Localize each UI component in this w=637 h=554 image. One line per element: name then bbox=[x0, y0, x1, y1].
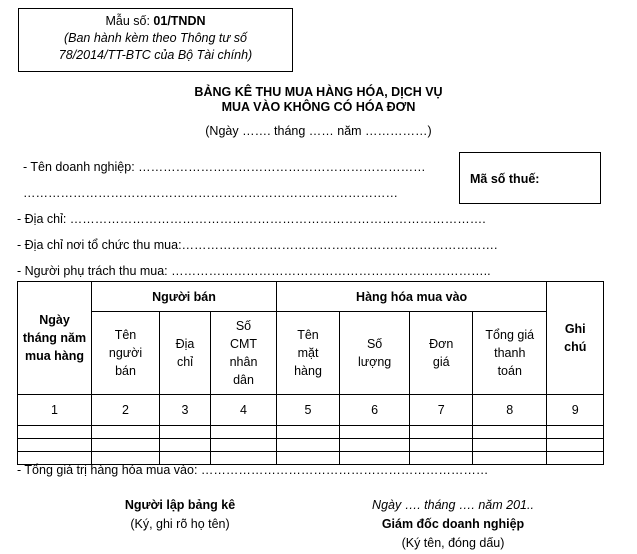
preparer-title: Người lập bảng kê bbox=[124, 498, 236, 512]
table-cell[interactable] bbox=[410, 439, 473, 452]
header-unit-price bbox=[410, 312, 473, 395]
header-seller-id-label: Số CMT nhân dân bbox=[229, 319, 258, 387]
header-goods-group: Hàng hóa mua vào bbox=[277, 282, 547, 312]
header-seller-address-label: Địa chỉ bbox=[175, 337, 195, 369]
tax-code-label: Mã số thuế: bbox=[470, 172, 540, 186]
header-total bbox=[473, 312, 547, 395]
header-seller-name bbox=[92, 312, 160, 395]
table-cell[interactable] bbox=[211, 426, 277, 439]
table-row[interactable] bbox=[18, 426, 604, 439]
director-date: Ngày …. tháng …. năm 201.. bbox=[372, 498, 534, 512]
table-cell[interactable] bbox=[92, 439, 160, 452]
header-quantity bbox=[340, 312, 410, 395]
table-cell[interactable] bbox=[340, 426, 410, 439]
table-cell[interactable] bbox=[547, 439, 604, 452]
table-cell[interactable] bbox=[473, 439, 547, 452]
table-cell[interactable] bbox=[473, 426, 547, 439]
table-cell[interactable] bbox=[340, 439, 410, 452]
header-date bbox=[18, 282, 92, 395]
header-seller-address bbox=[160, 312, 211, 395]
col-number-5: 5 bbox=[277, 395, 340, 426]
company-name-field-continued[interactable]: ……………………………………………………………………………… bbox=[23, 186, 398, 200]
col-number-8: 8 bbox=[473, 395, 547, 426]
purchase-table bbox=[17, 281, 604, 465]
header-total-label: Tổng giá thanh toán bbox=[485, 328, 535, 378]
table-cell[interactable] bbox=[211, 439, 277, 452]
header-note-label: Ghi chú bbox=[564, 322, 587, 354]
purchase-address-field[interactable]: - Địa chỉ nơi tổ chức thu mua:…………………………………………………………………. bbox=[17, 238, 498, 252]
address-field[interactable]: - Địa chỉ: ………………………………………………………………………………………. bbox=[17, 212, 486, 226]
table-cell[interactable] bbox=[547, 452, 604, 465]
form-code-value: 01/TNDN bbox=[153, 14, 206, 28]
col-number-9: 9 bbox=[547, 395, 604, 426]
document-title-line-1: BẢNG KÊ THU MUA HÀNG HÓA, DỊCH VỤ bbox=[194, 85, 443, 99]
col-number-6: 6 bbox=[340, 395, 410, 426]
header-unit-price-label: Đơn giá bbox=[429, 337, 454, 369]
issued-line-1: (Ban hành kèm theo Thông tư số bbox=[63, 31, 248, 45]
header-seller-group: Người bán bbox=[92, 282, 277, 312]
header-note bbox=[547, 282, 604, 395]
total-value-field[interactable]: - Tổng giá trị hàng hóa mua vào: …………………………………………………………… bbox=[17, 463, 489, 477]
director-title: Giám đốc doanh nghiệp bbox=[381, 517, 525, 531]
preparer-signature-block bbox=[80, 496, 280, 534]
header-goods-name bbox=[277, 312, 340, 395]
header-goods-name-label: Tên mặt hàng bbox=[294, 328, 322, 378]
person-in-charge-field[interactable]: - Người phụ trách thu mua: ………………………………………………………………….. bbox=[17, 264, 491, 278]
company-name-field[interactable]: - Tên doanh nghiệp: …………………………………………………………… bbox=[23, 160, 426, 174]
issued-line-2: 78/2014/TT-BTC của Bộ Tài chính) bbox=[58, 48, 253, 62]
document-title-line-2: MUA VÀO KHÔNG CÓ HÓA ĐƠN bbox=[221, 100, 416, 114]
table-row[interactable] bbox=[18, 439, 604, 452]
table-cell[interactable] bbox=[160, 426, 211, 439]
preparer-note: (Ký, ghi rõ họ tên) bbox=[130, 517, 230, 531]
header-date-label: Ngày tháng năm mua hàng bbox=[22, 313, 87, 363]
table-cell[interactable] bbox=[277, 426, 340, 439]
col-number-1: 1 bbox=[18, 395, 92, 426]
table-cell[interactable] bbox=[160, 439, 211, 452]
form-code bbox=[19, 13, 292, 30]
table-header-row-1 bbox=[18, 282, 604, 312]
table-header-row-2 bbox=[18, 312, 604, 395]
document-date: (Ngày ……. tháng …… năm ……………) bbox=[205, 124, 432, 138]
table-cell[interactable] bbox=[547, 426, 604, 439]
tax-code-box[interactable] bbox=[459, 152, 601, 204]
header-seller-id bbox=[211, 312, 277, 395]
director-signature-block bbox=[348, 496, 558, 553]
table-cell[interactable] bbox=[410, 426, 473, 439]
header-seller-name-label: Tên người bán bbox=[108, 328, 143, 378]
header-quantity-label: Số lượng bbox=[358, 337, 392, 369]
table-cell[interactable] bbox=[18, 426, 92, 439]
col-number-7: 7 bbox=[410, 395, 473, 426]
col-number-4: 4 bbox=[211, 395, 277, 426]
table-cell[interactable] bbox=[277, 439, 340, 452]
col-number-3: 3 bbox=[160, 395, 211, 426]
director-note: (Ký tên, đóng dấu) bbox=[401, 536, 505, 550]
col-number-2: 2 bbox=[92, 395, 160, 426]
form-code-box bbox=[18, 8, 293, 72]
form-code-label: Mẫu số: bbox=[105, 14, 154, 28]
table-cell[interactable] bbox=[92, 426, 160, 439]
column-number-row bbox=[18, 395, 604, 426]
table-cell[interactable] bbox=[18, 439, 92, 452]
